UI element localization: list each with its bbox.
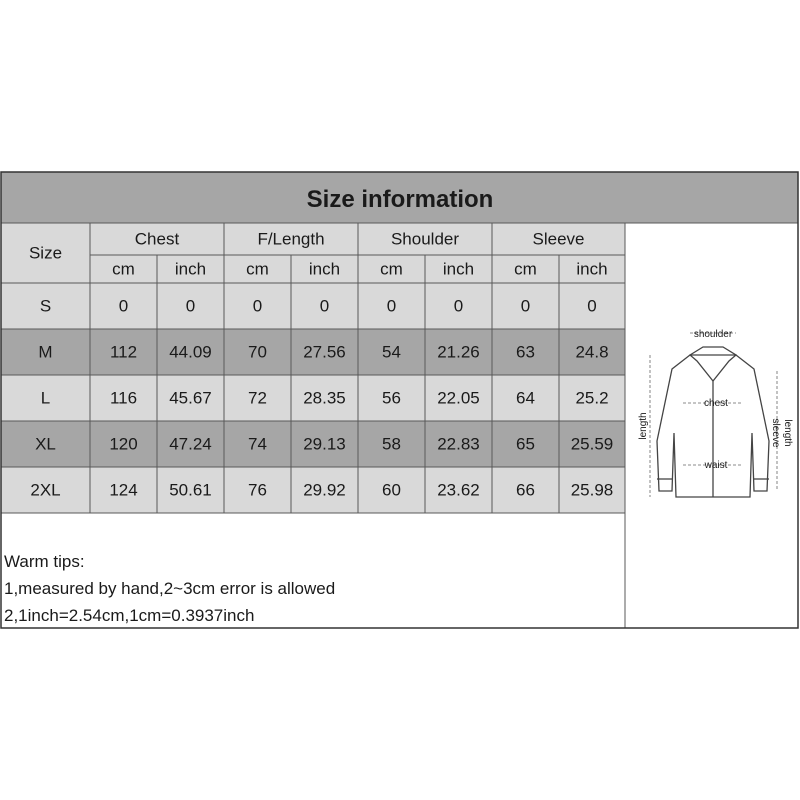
- table-cell: 63: [516, 342, 535, 362]
- table-cell: 116: [109, 388, 138, 408]
- warm-tip-line: 2,1inch=2.54cm,1cm=0.3937inch: [4, 606, 255, 625]
- column-group-header: Shoulder: [390, 229, 460, 249]
- table-cell: 45.67: [169, 388, 212, 408]
- shoulder-label: shoulder: [693, 329, 733, 340]
- page-title: Size information: [306, 186, 494, 213]
- table-cell: 23.62: [437, 480, 480, 500]
- unit-header: cm: [112, 259, 135, 279]
- chest-label: chest: [704, 398, 728, 409]
- size-label-cell: XL: [35, 434, 56, 454]
- table-cell: 0: [252, 296, 263, 316]
- table-cell: 0: [386, 296, 397, 316]
- warm-tip-line: Warm tips:: [4, 552, 85, 571]
- table-cell: 29.13: [303, 434, 346, 454]
- unit-header: inch: [174, 259, 207, 279]
- table-cell: 0: [587, 296, 597, 316]
- table-cell: 44.09: [169, 342, 212, 362]
- unit-header: cm: [380, 259, 403, 279]
- table-cell: 28.35: [303, 388, 346, 408]
- unit-header: inch: [442, 259, 475, 279]
- table-cell: 22.83: [437, 434, 480, 454]
- table-cell: 64: [516, 388, 535, 408]
- unit-header: inch: [576, 259, 608, 279]
- table-cell: 120: [109, 434, 138, 454]
- table-cell: 74: [248, 434, 267, 454]
- table-cell: 76: [248, 480, 267, 500]
- length-label: length: [638, 412, 649, 440]
- unit-header: cm: [514, 259, 537, 279]
- table-cell: 0: [185, 296, 196, 316]
- table-cell: 25.59: [570, 434, 614, 454]
- table-cell: 60: [382, 480, 401, 500]
- size-header: Size: [28, 243, 63, 263]
- column-group-header: F/Length: [257, 229, 325, 249]
- table-cell: 29.92: [303, 480, 346, 500]
- table-cell: 124: [109, 480, 138, 500]
- column-group-header: Chest: [134, 229, 180, 249]
- table-cell: 65: [516, 434, 535, 454]
- size-label-cell: S: [39, 296, 52, 316]
- table-cell: 70: [248, 342, 267, 362]
- table-cell: 54: [382, 342, 401, 362]
- table-cell: 25.98: [570, 480, 614, 500]
- table-cell: 22.05: [437, 388, 480, 408]
- table-cell: 24.8: [575, 342, 609, 362]
- table-cell: 0: [319, 296, 330, 316]
- size-label-cell: M: [38, 342, 53, 362]
- size-chart: [0, 171, 800, 630]
- size-label-cell: L: [40, 388, 51, 408]
- shirt-icon: [657, 347, 769, 497]
- table-cell: 0: [520, 296, 531, 316]
- table-cell: 0: [453, 296, 464, 316]
- table-cell: 56: [382, 388, 401, 408]
- table-cell: 25.2: [575, 388, 609, 408]
- waist-label: waist: [704, 460, 728, 471]
- table-cell: 58: [382, 434, 401, 454]
- size-label-cell: 2XL: [30, 480, 61, 500]
- unit-header: inch: [308, 259, 341, 279]
- table-cell: 66: [516, 480, 535, 500]
- table-cell: 72: [248, 388, 267, 408]
- table-cell: 50.61: [169, 480, 212, 500]
- table-cell: 0: [118, 296, 129, 316]
- table-cell: 27.56: [303, 342, 346, 362]
- column-group-header: Sleeve: [532, 229, 585, 249]
- sleeve-length-label-2: length: [782, 419, 793, 447]
- sleeve-length-label-1: sleeve: [770, 418, 781, 448]
- table-row-bg: [1, 283, 625, 329]
- table-cell: 112: [109, 342, 138, 362]
- table-cell: 21.26: [437, 342, 480, 362]
- shirt-measurement-diagram: [638, 329, 793, 497]
- unit-header: cm: [246, 259, 269, 279]
- table-cell: 47.24: [169, 434, 212, 454]
- warm-tip-line: 1,measured by hand,2~3cm error is allowed: [4, 579, 336, 598]
